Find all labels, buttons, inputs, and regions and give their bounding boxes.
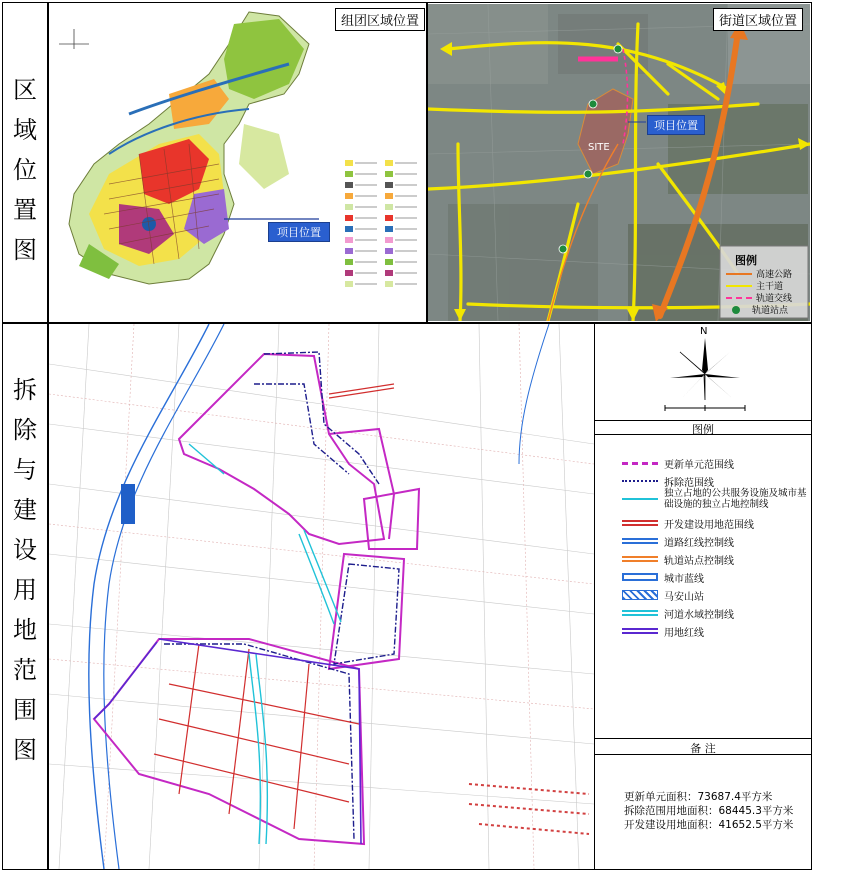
demolition-title-char: 围	[13, 696, 37, 724]
group-map-legend-swatch	[345, 193, 353, 199]
demolition-title-char: 地	[13, 616, 37, 644]
legend-item	[622, 534, 734, 548]
legend-panel	[600, 448, 810, 738]
legend-item	[622, 570, 704, 584]
group-map-legend-swatch	[385, 215, 393, 221]
group-map-legend-swatch	[345, 160, 353, 166]
group-map-title: 组团区域位置	[335, 8, 425, 31]
legend-swatch	[622, 628, 658, 634]
demolition-title-char: 用	[13, 576, 37, 604]
legend-label: 独立占地的公共服务设施及城市基础设施的独立占地控制线	[664, 488, 807, 510]
group-map-legend-swatch	[385, 226, 393, 232]
street-map-legend-swatch	[732, 306, 740, 314]
location-title-char: 域	[13, 116, 37, 144]
street-map-legend-item	[726, 280, 783, 291]
legend-label: 道路红线控制线	[664, 537, 734, 549]
legend-item	[622, 588, 704, 602]
street-map-legend-item	[726, 304, 788, 315]
legend-swatch	[622, 520, 658, 526]
group-region-map	[49, 4, 425, 321]
group-map-legend-swatch	[385, 248, 393, 254]
legend-item	[622, 516, 754, 530]
location-title-char: 置	[13, 196, 37, 224]
street-map-legend-item	[726, 268, 792, 279]
group-map-legend-swatch	[385, 281, 393, 287]
group-map-legend-swatch	[385, 237, 393, 243]
demolition-title-char: 范	[13, 656, 37, 684]
notes-line: 更新单元面积：73687.4平方米	[624, 791, 773, 803]
demolition-map	[49, 324, 594, 869]
street-map-project-callout: 项目位置	[647, 115, 705, 135]
side-title-location	[3, 30, 47, 310]
demolition-title-char: 与	[13, 456, 37, 484]
group-map-legend-swatch	[345, 259, 353, 265]
group-map-legend-swatch	[385, 193, 393, 199]
legend-item	[622, 552, 734, 566]
legend-label: 用地红线	[664, 627, 704, 639]
group-map-project-callout: 项目位置	[268, 222, 330, 242]
legend-label: 马安山站	[664, 591, 704, 603]
street-map-title: 街道区域位置	[713, 8, 803, 31]
group-map-legend-swatch	[385, 182, 393, 188]
group-map-legend-swatch	[345, 281, 353, 287]
group-region-map-drawing	[49, 4, 425, 321]
legend-label: 河道水域控制线	[664, 609, 734, 621]
legend-item	[622, 488, 814, 510]
north-compass	[660, 326, 750, 415]
group-map-legend-swatch	[345, 237, 353, 243]
legend-label: 城市蓝线	[664, 573, 704, 585]
legend-label: 拆除范围线	[664, 477, 714, 489]
location-title-char: 图	[13, 236, 37, 264]
legend-label: 轨道站点控制线	[664, 555, 734, 567]
street-map-legend-label: 高速公路	[756, 270, 793, 280]
location-title-char: 位	[13, 156, 37, 184]
notes-line: 拆除范围用地面积：68445.3平方米	[624, 805, 794, 817]
location-title-char: 区	[13, 76, 37, 104]
street-map-legend-label: 轨道站点	[752, 306, 789, 316]
street-map-legend-swatch	[726, 273, 752, 275]
legend-swatch	[622, 498, 658, 500]
right-panel-divider	[594, 322, 595, 870]
legend-label: 更新单元范围线	[664, 459, 734, 471]
legend-item	[622, 606, 734, 620]
notes-divider	[594, 738, 812, 739]
group-map-legend-swatch	[385, 259, 393, 265]
group-map-legend-swatch	[345, 182, 353, 188]
group-map-legend-swatch	[385, 270, 393, 276]
compass-north-label: N	[700, 326, 708, 337]
legend-item	[622, 474, 714, 488]
demolition-title-char: 设	[13, 536, 37, 564]
group-map-legend-swatch	[385, 171, 393, 177]
group-map-legend-swatch	[345, 270, 353, 276]
group-map-legend-swatch	[345, 248, 353, 254]
notes-body	[624, 790, 793, 832]
legend-swatch	[622, 462, 658, 465]
street-map-legend-swatch	[726, 297, 752, 299]
street-map-legend-swatch	[726, 285, 752, 287]
group-map-legend-swatch	[385, 204, 393, 210]
demolition-title-char: 拆	[13, 376, 37, 404]
notes-title: 备 注	[690, 742, 716, 755]
compass-rose-icon	[660, 330, 750, 415]
legend-swatch	[622, 573, 658, 581]
legend-item	[622, 624, 704, 638]
demolition-title-char: 除	[13, 416, 37, 444]
group-map-legend-swatch	[385, 160, 393, 166]
street-map-legend-title: 图例	[735, 254, 757, 267]
group-map-legend-swatch	[345, 215, 353, 221]
street-map-legend-label: 轨道交线	[756, 294, 793, 304]
legend-swatch	[622, 556, 658, 562]
legend-swatch	[622, 610, 658, 616]
legend-swatch	[622, 538, 658, 544]
demolition-map-drawing	[49, 324, 594, 869]
legend-swatch	[622, 590, 658, 600]
legend-item	[622, 456, 734, 470]
street-map-legend-item	[726, 292, 792, 303]
site-label: SITE	[588, 142, 610, 153]
demolition-title-char: 图	[13, 736, 37, 764]
group-map-legend-swatch	[345, 171, 353, 177]
group-map-legend-swatch	[345, 204, 353, 210]
group-map-legend-swatch	[345, 226, 353, 232]
legend-label: 开发建设用地范围线	[664, 519, 754, 531]
side-title-demolition	[3, 360, 47, 780]
demolition-title-char: 建	[13, 496, 37, 524]
street-map-legend-label: 主干道	[756, 282, 784, 292]
legend-title: 图例	[692, 423, 714, 436]
notes-line: 开发建设用地面积：41652.5平方米	[624, 819, 794, 831]
legend-swatch	[622, 480, 658, 482]
